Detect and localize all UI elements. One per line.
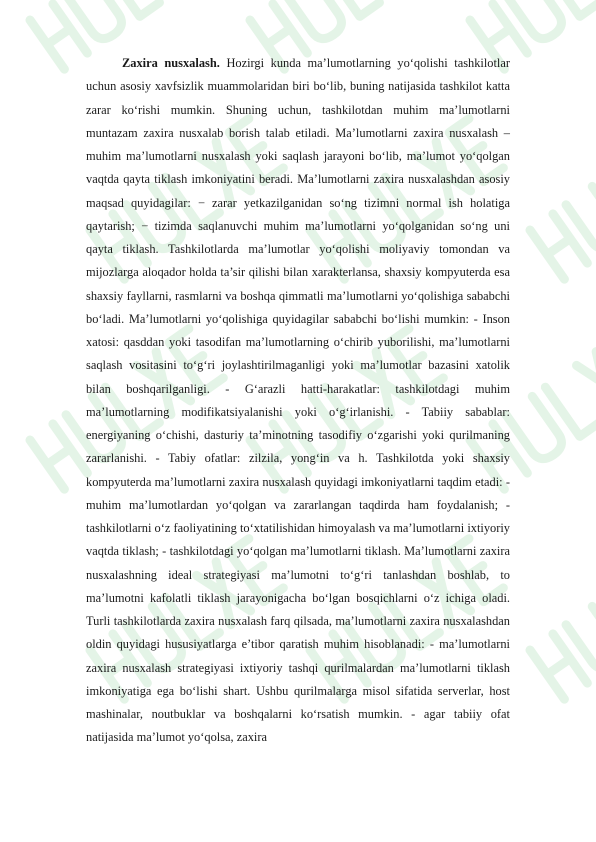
watermark-stroke xyxy=(545,373,596,436)
watermark-stroke xyxy=(545,0,596,16)
watermark-stroke xyxy=(566,606,596,674)
watermark-stroke xyxy=(506,0,567,44)
watermark-stroke xyxy=(105,0,159,16)
lead-term: Zaxira nusxalash. xyxy=(122,56,220,70)
watermark-stroke xyxy=(506,396,567,464)
watermark-stroke xyxy=(30,4,87,69)
body-paragraph xyxy=(86,52,510,750)
watermark-stroke xyxy=(576,352,596,415)
watermark-stroke xyxy=(530,634,587,699)
watermark-stroke xyxy=(530,214,587,279)
watermark-stroke xyxy=(30,424,87,489)
paragraph-text: Hozirgi kunda ma’lumotlarning yo‘qolishi tashkilotlar uchun asosiy xavfsizlik muammolaridan biri bo‘lib, buning natijasida tashkilot katta zarar ko‘rishi mumkin. Shuning uchun, tashkilotdan muhim ma’lumotlarni muntazam zaxira nusxalab borish talab etiladi. Ma’lumotlarni zaxira nusxalash – muhim ma’lumotlarni nusxalash yoki saqlash jarayoni bo‘lib, ma’lumot yo‘qolgan vaqtda qayta tiklash imkoniyatini beradi. Ma’lumotlarni zaxira nusxalashdan asosiy maqsad quyidagilar: − zarar yetkazilganidan so‘ng tizimni normal ish holatiga qaytarish; − tizimda saqlanuvchi muhim ma’lumotlarni yo‘qolganidan so‘ng uni qayta tiklash. Tashkilotlarda ma’lumotlar yo‘qolishi moliyaviy tomondan va mijozlarga aloqador holda ta’sir qilishi bilan xarakterlansa, shaxsiy kompyuterda esa shaxsiy fayllarni, rasmlarni va boshqa qimmatli ma’lumotlarni yo‘qolishiga sababchi bo‘ladi. Ma’lumotlarni yo‘qolishiga quyidagilar sababchi bo‘lishi mumkin: - Inson xatosi: qasddan yoki tasodifan ma’lumotlarning o‘chirib yuborilishi, ma’lumotlarni saqlash vositasini to‘g‘ri joylashtirilmaganligi yoki ma’lumotlar bazasini xatolik bilan boshqarilganligi. - G‘arazli hatti-harakatlar: tashkilotdagi muhim ma’lumotlarning modifikatsiyalanishi yoki o‘g‘irlanishi. - Tabiiy sabablar: energiyaning o‘chishi, dasturiy ta’minotning tasodifiy o‘zgarishi yoki qurilmaning zararlanishi. - Tabiy ofatlar: zilzila, yong‘in va h. Tashkilotda yoki shaxsiy kompyuterda ma’lumotlarni zaxira nusxalash quyidagi imkoniyatlarni taqdim etadi: - muhim ma’lumotlardan yo‘qolgan va zararlangan taqdirda ham foydalanish; - tashkilotlarni o‘z faoliyatining to‘xtatilishidan himoyalash va ma’lumotlarni ixtiyoriy vaqtda tiklash; - tashkilotdagi yo‘qolgan ma’lumotlarni tiklash. Ma’lumotlarni zaxira nusxalashning ideal strategiyasi ma’lumotni to‘g‘ri tanlashdan boshlab, to ma’lumotni kafolatli tiklash jarayonigacha bo‘lgan bosqichlarni o‘z ichiga oladi. Turli tashkilotlarda zaxira nusxalash farq qilsada, ma’lumotlarni zaxira nusxalashdan oldin quyidagi hususiyatlarga e’tibor qaratish muhim hisoblanadi: - ma’lumotlarni zaxira nusxalash strategiyasi ixtiyoriy tashqi qurilmalardan ma’lumotlarni tiklash imkoniyatiga ega bo‘lishi shart. Ushbu qurilmalarga misol sifatida serverlar, host mashinalar, noutbuklar va boshqalarni ko‘rsatish mumkin. - agar tabiiy ofat natijasida ma’lumot yo‘qolsa, zaxira xyxy=(86,56,510,745)
watermark-mark xyxy=(530,539,596,699)
watermark-stroke xyxy=(286,0,347,44)
watermark-stroke xyxy=(66,0,127,44)
watermark-stroke xyxy=(325,0,379,16)
watermark-mark xyxy=(530,119,596,279)
watermark-stroke xyxy=(566,186,596,254)
